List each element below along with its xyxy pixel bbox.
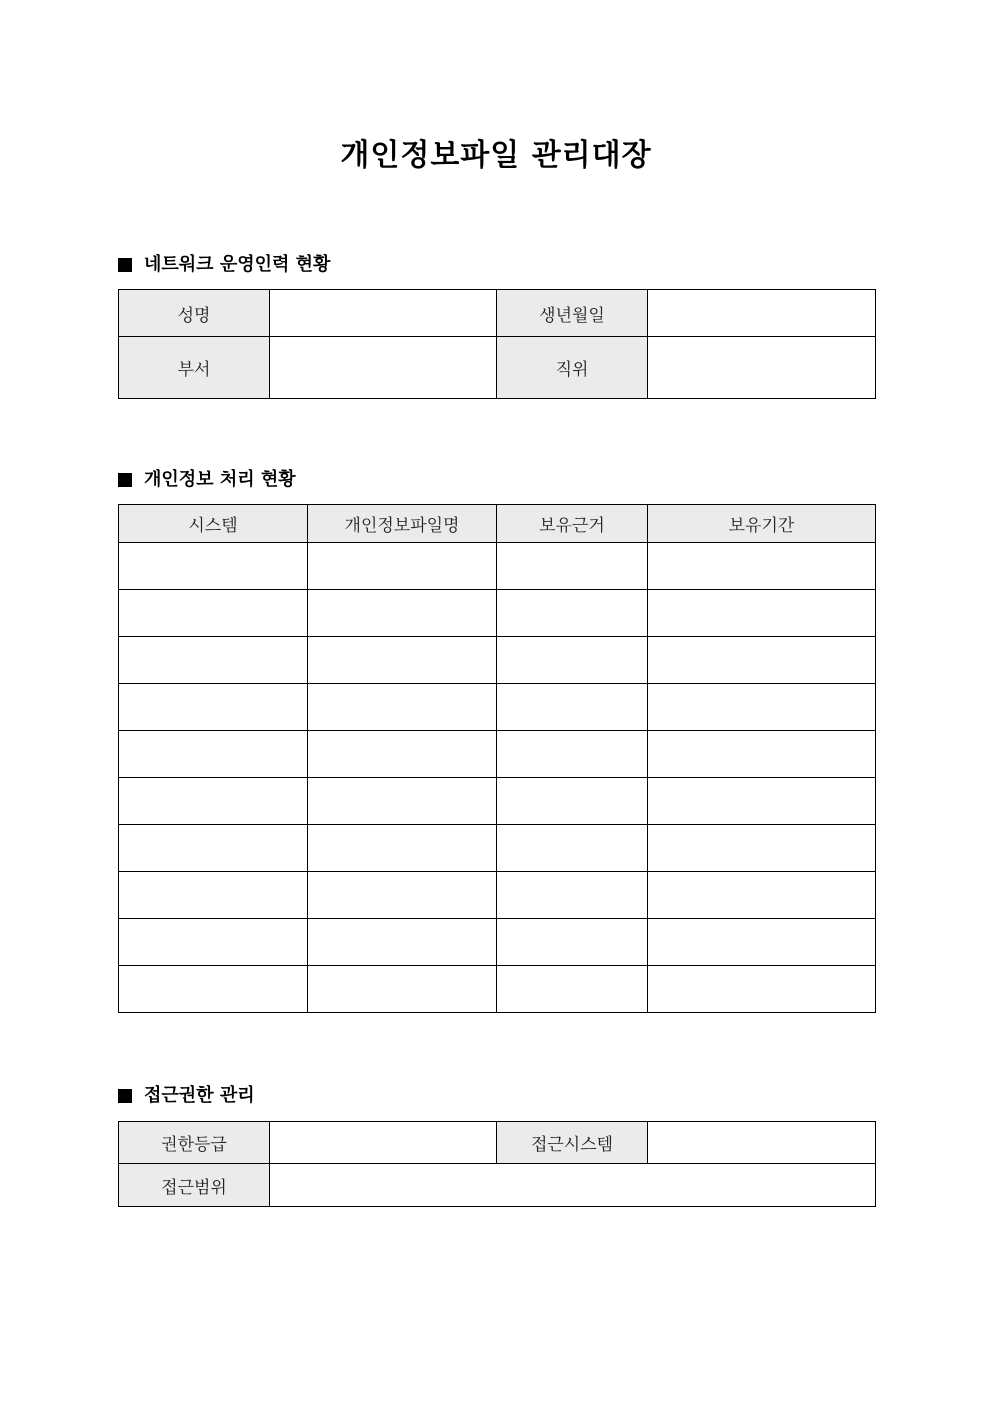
column-header-retention-period: 보유기간 bbox=[648, 505, 876, 543]
label-access-system: 접근시스템 bbox=[497, 1122, 648, 1164]
table-row bbox=[119, 919, 876, 966]
square-bullet-icon bbox=[118, 473, 132, 487]
access-table bbox=[118, 1121, 876, 1207]
cell-system[interactable] bbox=[119, 590, 308, 637]
cell-file-name[interactable] bbox=[308, 825, 497, 872]
cell-system[interactable] bbox=[119, 637, 308, 684]
field-name[interactable] bbox=[270, 290, 497, 337]
table-row bbox=[119, 543, 876, 590]
label-birth-date: 생년월일 bbox=[497, 290, 648, 337]
cell-retention-period[interactable] bbox=[648, 778, 876, 825]
cell-retention-basis[interactable] bbox=[497, 543, 648, 590]
cell-file-name[interactable] bbox=[308, 731, 497, 778]
cell-file-name[interactable] bbox=[308, 872, 497, 919]
label-position: 직위 bbox=[497, 337, 648, 399]
cell-retention-period[interactable] bbox=[648, 919, 876, 966]
cell-retention-basis[interactable] bbox=[497, 872, 648, 919]
cell-system[interactable] bbox=[119, 731, 308, 778]
column-header-file-name: 개인정보파일명 bbox=[308, 505, 497, 543]
field-birth-date[interactable] bbox=[648, 290, 876, 337]
cell-retention-basis[interactable] bbox=[497, 590, 648, 637]
cell-system[interactable] bbox=[119, 825, 308, 872]
label-name: 성명 bbox=[119, 290, 270, 337]
cell-file-name[interactable] bbox=[308, 543, 497, 590]
table-row bbox=[119, 778, 876, 825]
field-permission-grade[interactable] bbox=[270, 1122, 497, 1164]
square-bullet-icon bbox=[118, 258, 132, 272]
section-heading-text: 개인정보 처리 현황 bbox=[144, 469, 296, 490]
cell-retention-basis[interactable] bbox=[497, 919, 648, 966]
processing-table bbox=[118, 504, 876, 1013]
table-row bbox=[119, 590, 876, 637]
column-header-system: 시스템 bbox=[119, 505, 308, 543]
cell-file-name[interactable] bbox=[308, 684, 497, 731]
table-row bbox=[119, 637, 876, 684]
square-bullet-icon bbox=[118, 1089, 132, 1103]
cell-retention-period[interactable] bbox=[648, 872, 876, 919]
cell-file-name[interactable] bbox=[308, 778, 497, 825]
section-heading-staff bbox=[118, 253, 330, 277]
cell-system[interactable] bbox=[119, 543, 308, 590]
cell-system[interactable] bbox=[119, 966, 308, 1013]
cell-retention-period[interactable] bbox=[648, 543, 876, 590]
table-row bbox=[119, 684, 876, 731]
cell-file-name[interactable] bbox=[308, 590, 497, 637]
cell-retention-period[interactable] bbox=[648, 825, 876, 872]
section-heading-text: 접근권한 관리 bbox=[144, 1085, 255, 1106]
cell-file-name[interactable] bbox=[308, 919, 497, 966]
column-header-retention-basis: 보유근거 bbox=[497, 505, 648, 543]
table-row bbox=[119, 966, 876, 1013]
field-access-scope[interactable] bbox=[270, 1164, 876, 1207]
label-permission-grade: 권한등급 bbox=[119, 1122, 270, 1164]
table-row bbox=[119, 731, 876, 778]
cell-system[interactable] bbox=[119, 872, 308, 919]
label-department: 부서 bbox=[119, 337, 270, 399]
section-heading-processing bbox=[118, 468, 296, 492]
page-title: 개인정보파일 관리대장 bbox=[340, 138, 652, 173]
cell-system[interactable] bbox=[119, 919, 308, 966]
staff-table bbox=[118, 289, 876, 399]
cell-retention-basis[interactable] bbox=[497, 637, 648, 684]
cell-retention-period[interactable] bbox=[648, 590, 876, 637]
cell-retention-period[interactable] bbox=[648, 684, 876, 731]
cell-retention-basis[interactable] bbox=[497, 825, 648, 872]
table-row bbox=[119, 825, 876, 872]
field-access-system[interactable] bbox=[648, 1122, 876, 1164]
section-heading-access bbox=[118, 1084, 255, 1108]
table-row bbox=[119, 872, 876, 919]
cell-retention-basis[interactable] bbox=[497, 684, 648, 731]
cell-retention-period[interactable] bbox=[648, 731, 876, 778]
cell-retention-basis[interactable] bbox=[497, 778, 648, 825]
cell-file-name[interactable] bbox=[308, 637, 497, 684]
field-department[interactable] bbox=[270, 337, 497, 399]
cell-system[interactable] bbox=[119, 778, 308, 825]
cell-retention-period[interactable] bbox=[648, 637, 876, 684]
field-position[interactable] bbox=[648, 337, 876, 399]
cell-retention-period[interactable] bbox=[648, 966, 876, 1013]
section-heading-text: 네트워크 운영인력 현황 bbox=[144, 254, 331, 275]
cell-retention-basis[interactable] bbox=[497, 966, 648, 1013]
cell-retention-basis[interactable] bbox=[497, 731, 648, 778]
label-access-scope: 접근범위 bbox=[119, 1164, 270, 1207]
cell-file-name[interactable] bbox=[308, 966, 497, 1013]
cell-system[interactable] bbox=[119, 684, 308, 731]
